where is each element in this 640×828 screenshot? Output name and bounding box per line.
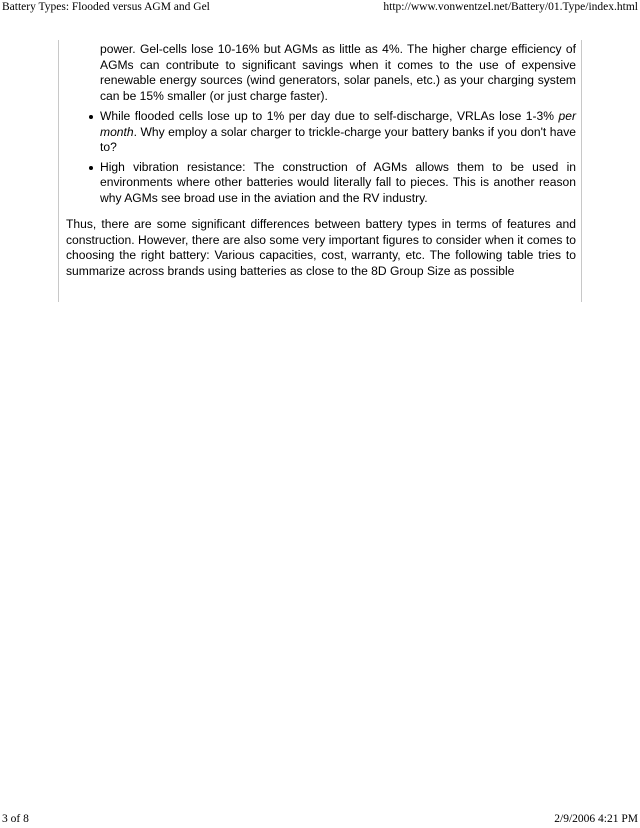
print-datetime: 2/9/2006 4:21 PM [554, 813, 638, 825]
article-body [66, 42, 576, 279]
list-item-continuation: power. Gel-cells lose 10-16% but AGMs as little as 4%. The higher charge efficiency of AGMs can contribute to significant savings when it comes to the use of expensive renewable energy sources (wind generators, solar panels, etc.) as your charging system can be 15% smaller (or just charge faster). [100, 42, 576, 103]
page-number: 3 of 8 [2, 813, 29, 825]
self-discharge-emphasis: per month [100, 109, 576, 139]
self-discharge-text: While flooded cells lose up to 1% per day due to self-discharge, VRLAs lose 1-3% [100, 109, 559, 123]
list-item-vibration: High vibration resistance: The construction of AGMs allows them to be used in environments where other batteries would literally fall to pieces. This is another reason why AGMs see broad use in the aviation and the RV industry. [100, 159, 576, 205]
print-header [0, 0, 640, 14]
feature-list [66, 42, 576, 206]
self-discharge-text-end: . Why employ a solar charger to trickle-charge your battery banks if you don't have to? [100, 124, 576, 154]
page-url: http://www.vonwentzel.net/Battery/01.Type/index.html [383, 1, 638, 13]
page-title: Battery Types: Flooded versus AGM and Gel [2, 1, 210, 13]
print-footer [0, 812, 640, 826]
list-item-self-discharge [100, 109, 576, 156]
summary-paragraph: Thus, there are some significant differences between battery types in terms of features and construction. However, there are also some very important figures to consider when it comes to choosing the right battery: Various capacities, cost, warranty, etc. The following table tries to summarize across brands using batteries as close to the 8D Group Size as possible [66, 217, 576, 278]
